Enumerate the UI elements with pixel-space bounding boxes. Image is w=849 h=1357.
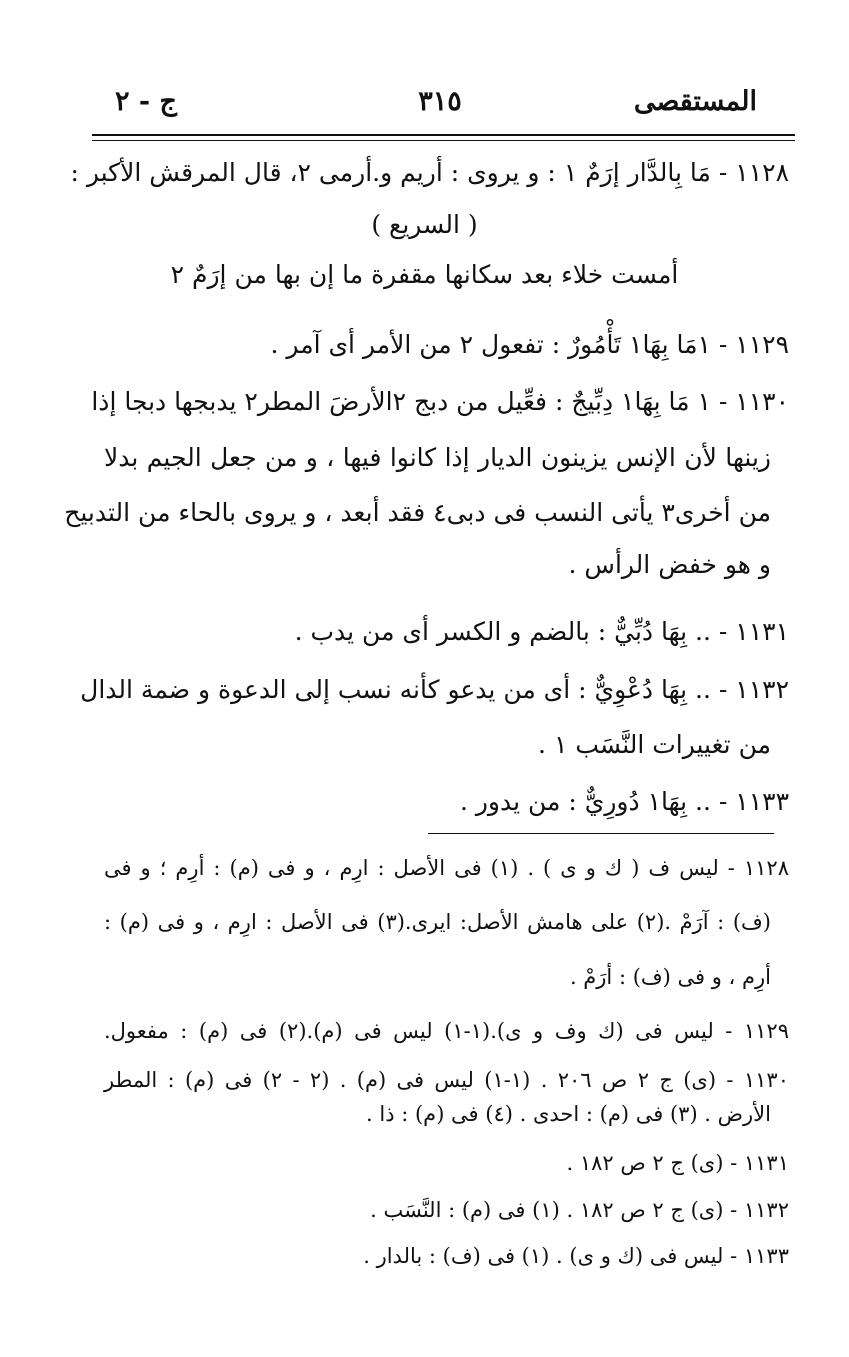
entry-1133-line-1: ١١٣٣ - .. بِهَا١ دُورِيٌّ : من يدور . [459,787,789,816]
header-rule-thin [92,140,795,141]
footnote-1128-line-2: (ف) : آرَمْ .(٢) على هامش الأصل: ايرى.(٣) فى الأصل : ارِم ، و فى (م) : [104,910,771,934]
entry-1128-meter: ( السريع ) [371,210,478,239]
page-number: ٣١٥ [418,86,462,117]
entry-1131-line-1: ١١٣١ - .. بِهَا دُبِّيٌّ : بالضم و الكسر أى من يدب . [294,617,789,646]
entry-1128-line-1: ١١٢٨ - مَا بِالدَّار إرَمٌ ١ : و يروى : أريم و.أرمى ٢، قال المرقش الأكبر : [70,158,789,187]
entry-1132-line-1: ١١٣٢ - .. بِهَا دُعْوِيٌّ : أى من يدعو كأنه نسب إلى الدعوة و ضمة الدال [80,675,789,704]
entry-1128-verse: أمست خلاء بعد سكانها مقفرة ما إن بها من إرَمٌ ٢ [170,260,679,289]
entry-1130-line-1: ١١٣٠ - ١ مَا بِهَا١ دِبِّيجٌ : فعِّيل من دبج ٢الأرضَ المطر٢ يدبجها دبجا إذا [91,387,789,416]
entry-1130-line-2: زينها لأن الإنس يزينون الديار إذا كانوا فيها ، و من جعل الجيم بدلا [104,443,771,472]
footnote-1130-line-1: ١١٣٠ - (ى) ج ٢ ص ٢٠٦ . (١-١) ليس فى (م) . (٢ - ٢) فى (م) : المطر [104,1068,789,1092]
entry-1129-line-1: ١١٢٩ - ١مَا بِهَا١ تَأْمُورٌ : تفعول ٢ من الأمر أى آمر . [270,330,789,359]
footnote-1130-line-2: الأرض . (٣) فى (م) : احدى . (٤) فى (م) : ذا . [366,1102,771,1126]
header-rule-thick [92,134,795,136]
entry-1130-line-4: و هو خفض الرأس . [568,550,771,579]
entry-1130-line-3: من أخرى٣ يأتى النسب فى دبى٤ فقد أبعد ، و يروى بالحاء من التدبيح [64,498,771,527]
footnote-separator [428,833,774,834]
footnote-1128-line-3: أرِم ، و فى (ف) : أرَمْ . [569,965,771,989]
footnote-1133-line-1: ١١٣٣ - ليس فى (ك و ى) . (١) فى (ف) : بالدار . [363,1244,789,1268]
footnote-1128-line-1: ١١٢٨ - ليس ف ( ك و ى ) . (١) فى الأصل : ارِم ، و فى (م) : أرِم ؛ و فى [104,856,789,880]
footnote-1129-line-1: ١١٢٩ - ليس فى (ك وف و ى).(١-١) ليس فى (م).(٢) فى (م) : مفعول. [104,1019,789,1043]
volume-label: ج - ٢ [115,86,177,117]
footnote-1132-line-1: ١١٣٢ - (ى) ج ٢ ص ١٨٢ . (١) فى (م) : النَّسَب . [370,1198,789,1222]
entry-1132-line-2: من تغييرات النَّسَب ١ . [538,730,771,759]
footnote-1131-line-1: ١١٣١ - (ى) ج ٢ ص ١٨٢ . [566,1151,789,1175]
running-title: المستقصى [633,86,757,117]
